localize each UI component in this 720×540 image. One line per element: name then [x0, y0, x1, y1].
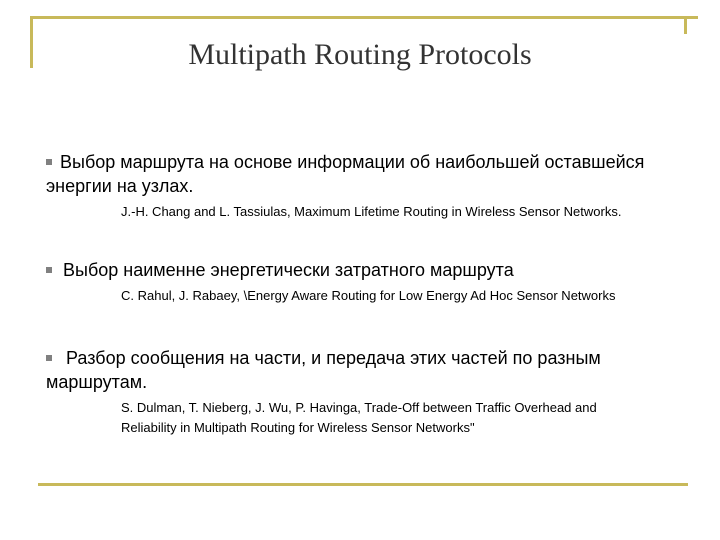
bullet-item-3	[46, 346, 646, 438]
bullet-reference: C. Rahul, J. Rabaey, \Energy Aware Routing for Low Energy Ad Hoc Sensor Networks	[121, 288, 616, 303]
bullet-text-container	[46, 150, 646, 198]
bottom-rule	[38, 483, 688, 486]
bullet-reference: S. Dulman, T. Nieberg, J. Wu, P. Havinga, Trade-Off between Traffic Overhead and Reliability in Multipath Routing for Wireless Sensor Networks"	[121, 400, 597, 435]
bullet-reference: J.-H. Chang and L. Tassiulas, Maximum Lifetime Routing in Wireless Sensor Networks.	[121, 204, 622, 219]
bullet-text: Выбор маршрута на основе информации об наибольшей оставшейся энергии на узлах.	[46, 152, 645, 196]
square-bullet-icon	[46, 355, 52, 361]
top-rule	[30, 16, 698, 19]
square-bullet-icon	[46, 267, 52, 273]
bullet-text-container	[46, 346, 646, 394]
bullet-text-container	[46, 258, 646, 282]
bullet-text: Разбор сообщения на части, и передача этих частей по разным маршрутам.	[46, 348, 601, 392]
slide-title: Multipath Routing Protocols	[188, 38, 532, 71]
bullet-text: Выбор наименне энергетически затратного маршрута	[63, 260, 514, 280]
square-bullet-icon	[46, 159, 52, 165]
right-rule	[684, 16, 687, 34]
bullet-item-1	[46, 150, 646, 222]
bullet-item-2	[46, 258, 646, 306]
